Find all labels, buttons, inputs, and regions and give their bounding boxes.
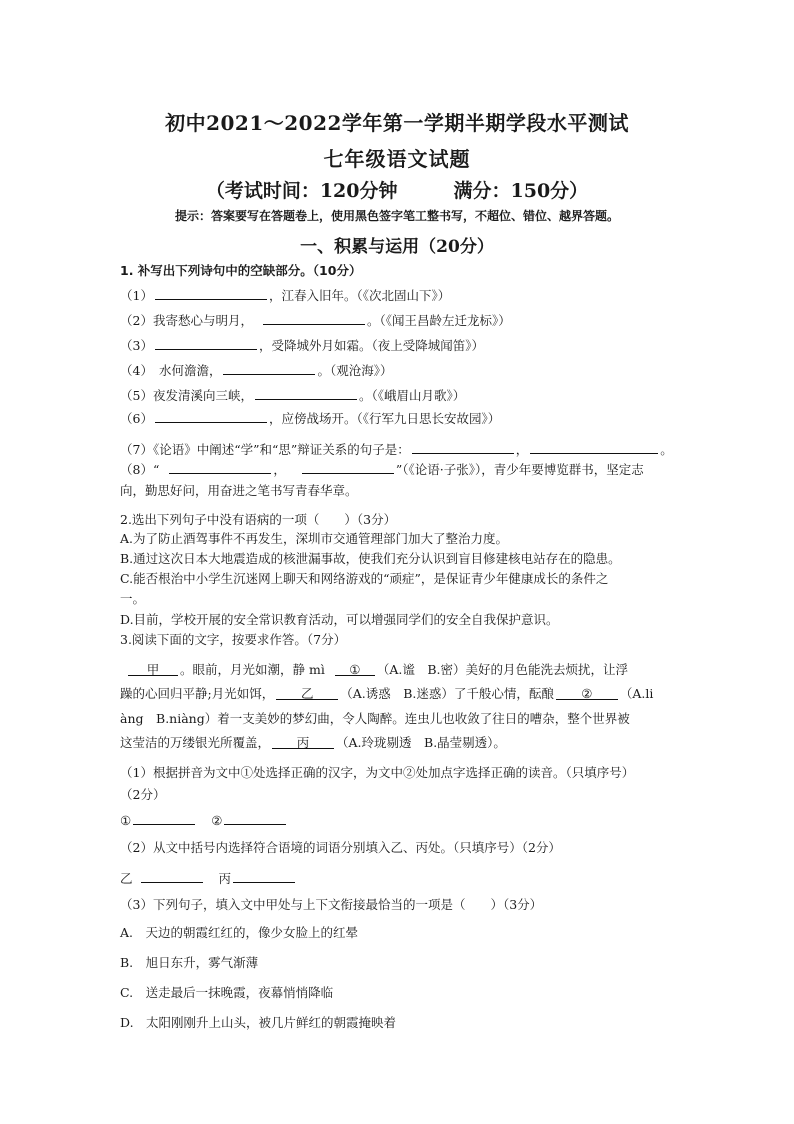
exam-time-score <box>0 176 794 203</box>
time-label: （考试时间：120分钟 <box>205 180 398 202</box>
q3-sub-3-option-c: C. 送走最后一抹晚霞，夜幕悄悄降临 <box>120 985 334 1000</box>
q3-sub-3-option-a: A. 天边的朝霞红红的，像少女脸上的红晕 <box>120 925 359 940</box>
q3-passage-line-4: 这莹洁的万缕银光所覆盖， 丙 （A.玲珑剔透 B.晶莹剔透）。 <box>120 735 506 750</box>
answer-blank <box>133 812 195 825</box>
q3-sub-1-score: （2分） <box>120 787 166 802</box>
q3-passage-line-2: 躁的心回归平静;月光如饵， 乙 （A.诱惑 B.迷惑）了千般心情，酝酿 ② （A.li <box>120 686 654 701</box>
q1-item-5: （5）夜发清溪向三峡， 。（《峨眉山月歌》） <box>120 388 466 403</box>
q1-item-6: （6） ，应傍战场开。（《行军九日思长安故园》） <box>120 411 501 426</box>
q3-sub-3: （3）下列句子，填入文中甲处与上下文衔接最恰当的一项是（ ）（3分） <box>120 897 543 912</box>
q3-sub-2: （2）从文中括号内选择符合语境的词语分别填入乙、丙处。（只填序号）（2分） <box>120 840 561 855</box>
section-title: 一、积累与运用（20分） <box>300 237 494 257</box>
score-label: 满分：150分） <box>453 180 589 202</box>
q3-sub-1: （1）根据拼音为文中①处选择正确的汉字，为文中②处加点字选择正确的读音。（只填序号） <box>120 765 635 780</box>
q1-item-7: （7）《论语》中阐述“学”和“思”辩证关系的句子是： ， 。 <box>120 442 673 457</box>
answer-blank <box>224 812 286 825</box>
answer-blank <box>412 441 514 454</box>
q3-sub-1-answers: ① ② <box>120 812 288 829</box>
answer-blank <box>141 870 203 883</box>
q3-passage-line-3: àng B.niàng）着一支美妙的梦幻曲，令人陶醉。连虫儿也收敛了往日的嘈杂，整个世界被 <box>120 711 630 726</box>
q3-sub-3-option-b: B. 旭日东升，雾气渐薄 <box>120 955 259 970</box>
q3-sub-3-option-d: D. 太阳刚刚升上山头，被几片鲜红的朝霞掩映着 <box>120 1015 397 1030</box>
q2-option-c-cont: 一。 <box>120 591 146 606</box>
answer-blank <box>233 870 295 883</box>
answer-blank <box>263 312 365 325</box>
answer-blank <box>223 362 315 375</box>
q2-option-d: D.目前，学校开展的安全常识教育活动，可以增强同学们的安全自我保护意识。 <box>120 612 559 627</box>
exam-notice: 提示：答案要写在答题卷上，使用黑色签字笔工整书写，不超位、错位、越界答题。 <box>174 209 619 223</box>
answer-blank <box>155 287 267 300</box>
q1-item-8-cont: 向，勤思好问，用奋进之笔书写青春华章。 <box>120 483 358 498</box>
answer-blank <box>169 461 271 474</box>
question-2-head: 2.选出下列句子中没有语病的一项（ ）（3分） <box>120 512 397 527</box>
q2-option-a: A.为了防止酒驾事件不再发生，深圳市交通管理部门加大了整治力度。 <box>120 531 509 546</box>
answer-blank <box>530 441 658 454</box>
answer-blank <box>155 337 257 350</box>
question-3-head: 3.阅读下面的文字，按要求作答。（7分） <box>120 632 347 647</box>
q1-item-3: （3） ，受降城外月如霜。（夜上受降城闻笛》） <box>120 338 484 353</box>
exam-title: 初中2021～2022学年第一学期半期学段水平测试 <box>165 111 629 135</box>
q2-option-c: C.能否根治中小学生沉迷网上聊天和网络游戏的“顽症”，是保证青少年健康成长的条件之 <box>120 571 609 586</box>
exam-subtitle: 七年级语文试题 <box>323 147 471 171</box>
answer-blank <box>302 461 394 474</box>
answer-blank <box>255 387 357 400</box>
q1-item-8: （8）“ ， ”（《论语·子张》），青少年要博览群书，坚定志 <box>120 462 644 477</box>
answer-blank <box>155 410 267 423</box>
q1-item-4: （4） 水何澹澹， 。（观沧海》） <box>120 363 393 378</box>
q1-item-1: （1） ，江春入旧年。（《次北固山下》） <box>120 288 451 303</box>
question-1-head: 1. 补写出下列诗句中的空缺部分。（10分） <box>120 263 362 278</box>
q3-sub-2-answers: 乙 丙 <box>120 870 297 887</box>
q1-item-2: （2）我寄愁心与明月， 。（《闻王昌龄左迁龙标》） <box>120 313 511 328</box>
q3-passage-line-1: 甲 。眼前，月光如潮，静 mì ① （A.谧 B.密）美好的月色能洗去烦扰，让浮 <box>120 662 628 678</box>
q2-option-b: B.通过这次日本大地震造成的核泄漏事故，使我们充分认识到盲目修建核电站存在的隐患。 <box>120 551 621 566</box>
